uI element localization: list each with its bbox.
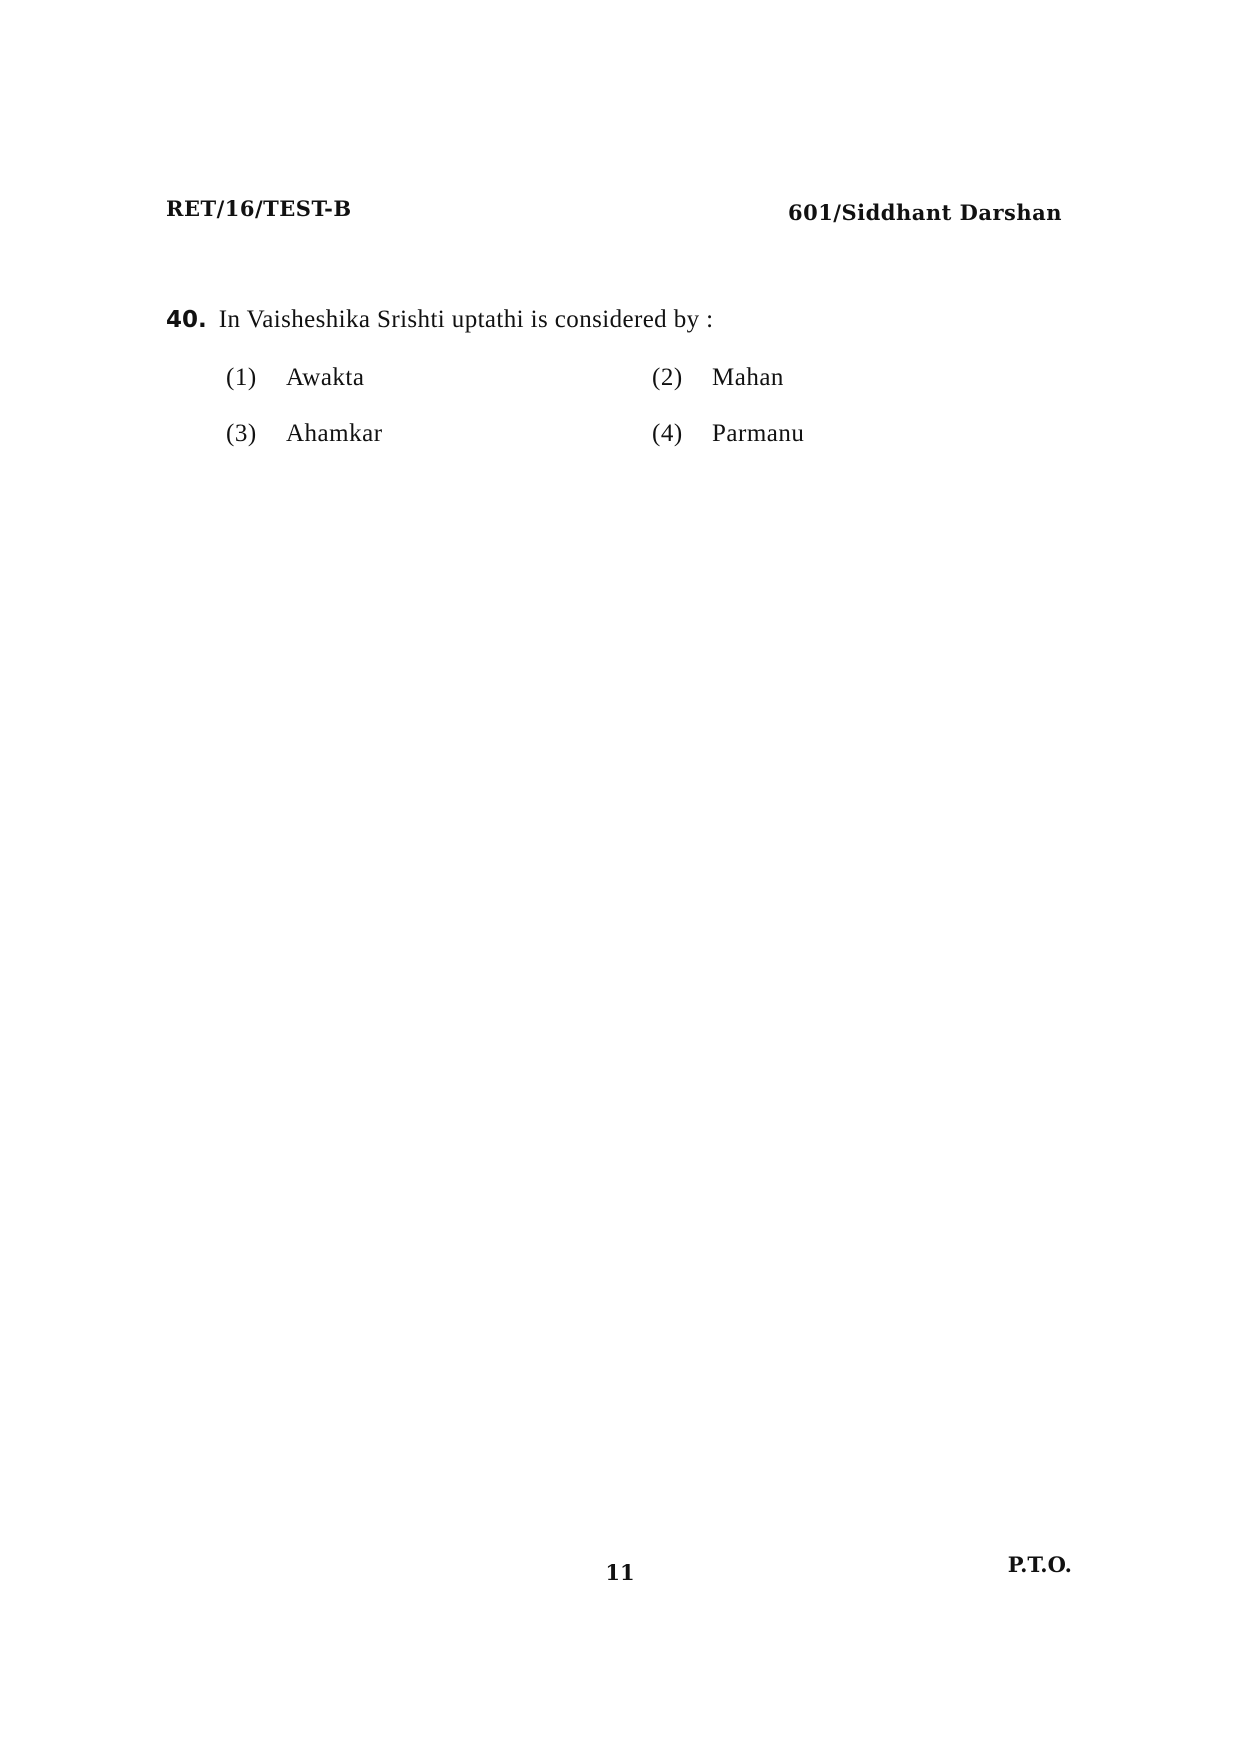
pto-note: P.T.O. xyxy=(1007,1552,1072,1577)
question-text: In Vaisheshika Srishti uptathi is considered by : xyxy=(218,306,714,333)
option-label: Parmanu xyxy=(712,420,805,447)
option-number: (4) xyxy=(652,420,683,447)
option-1 xyxy=(226,364,364,392)
option-number: (3) xyxy=(226,420,257,447)
question-40 xyxy=(166,306,714,334)
option-number: (1) xyxy=(226,364,257,391)
option-4 xyxy=(652,420,804,448)
option-2 xyxy=(652,364,784,392)
option-3 xyxy=(226,420,383,448)
option-label: Awakta xyxy=(286,364,365,391)
paper-code: RET/16/TEST-B xyxy=(166,196,352,221)
question-number: 40. xyxy=(166,307,207,333)
option-label: Ahamkar xyxy=(286,420,383,447)
option-label: Mahan xyxy=(712,364,784,391)
subject-title: 601/Siddhant Darshan xyxy=(787,200,1062,225)
page-number: 11 xyxy=(605,1560,635,1585)
option-number: (2) xyxy=(652,364,683,391)
